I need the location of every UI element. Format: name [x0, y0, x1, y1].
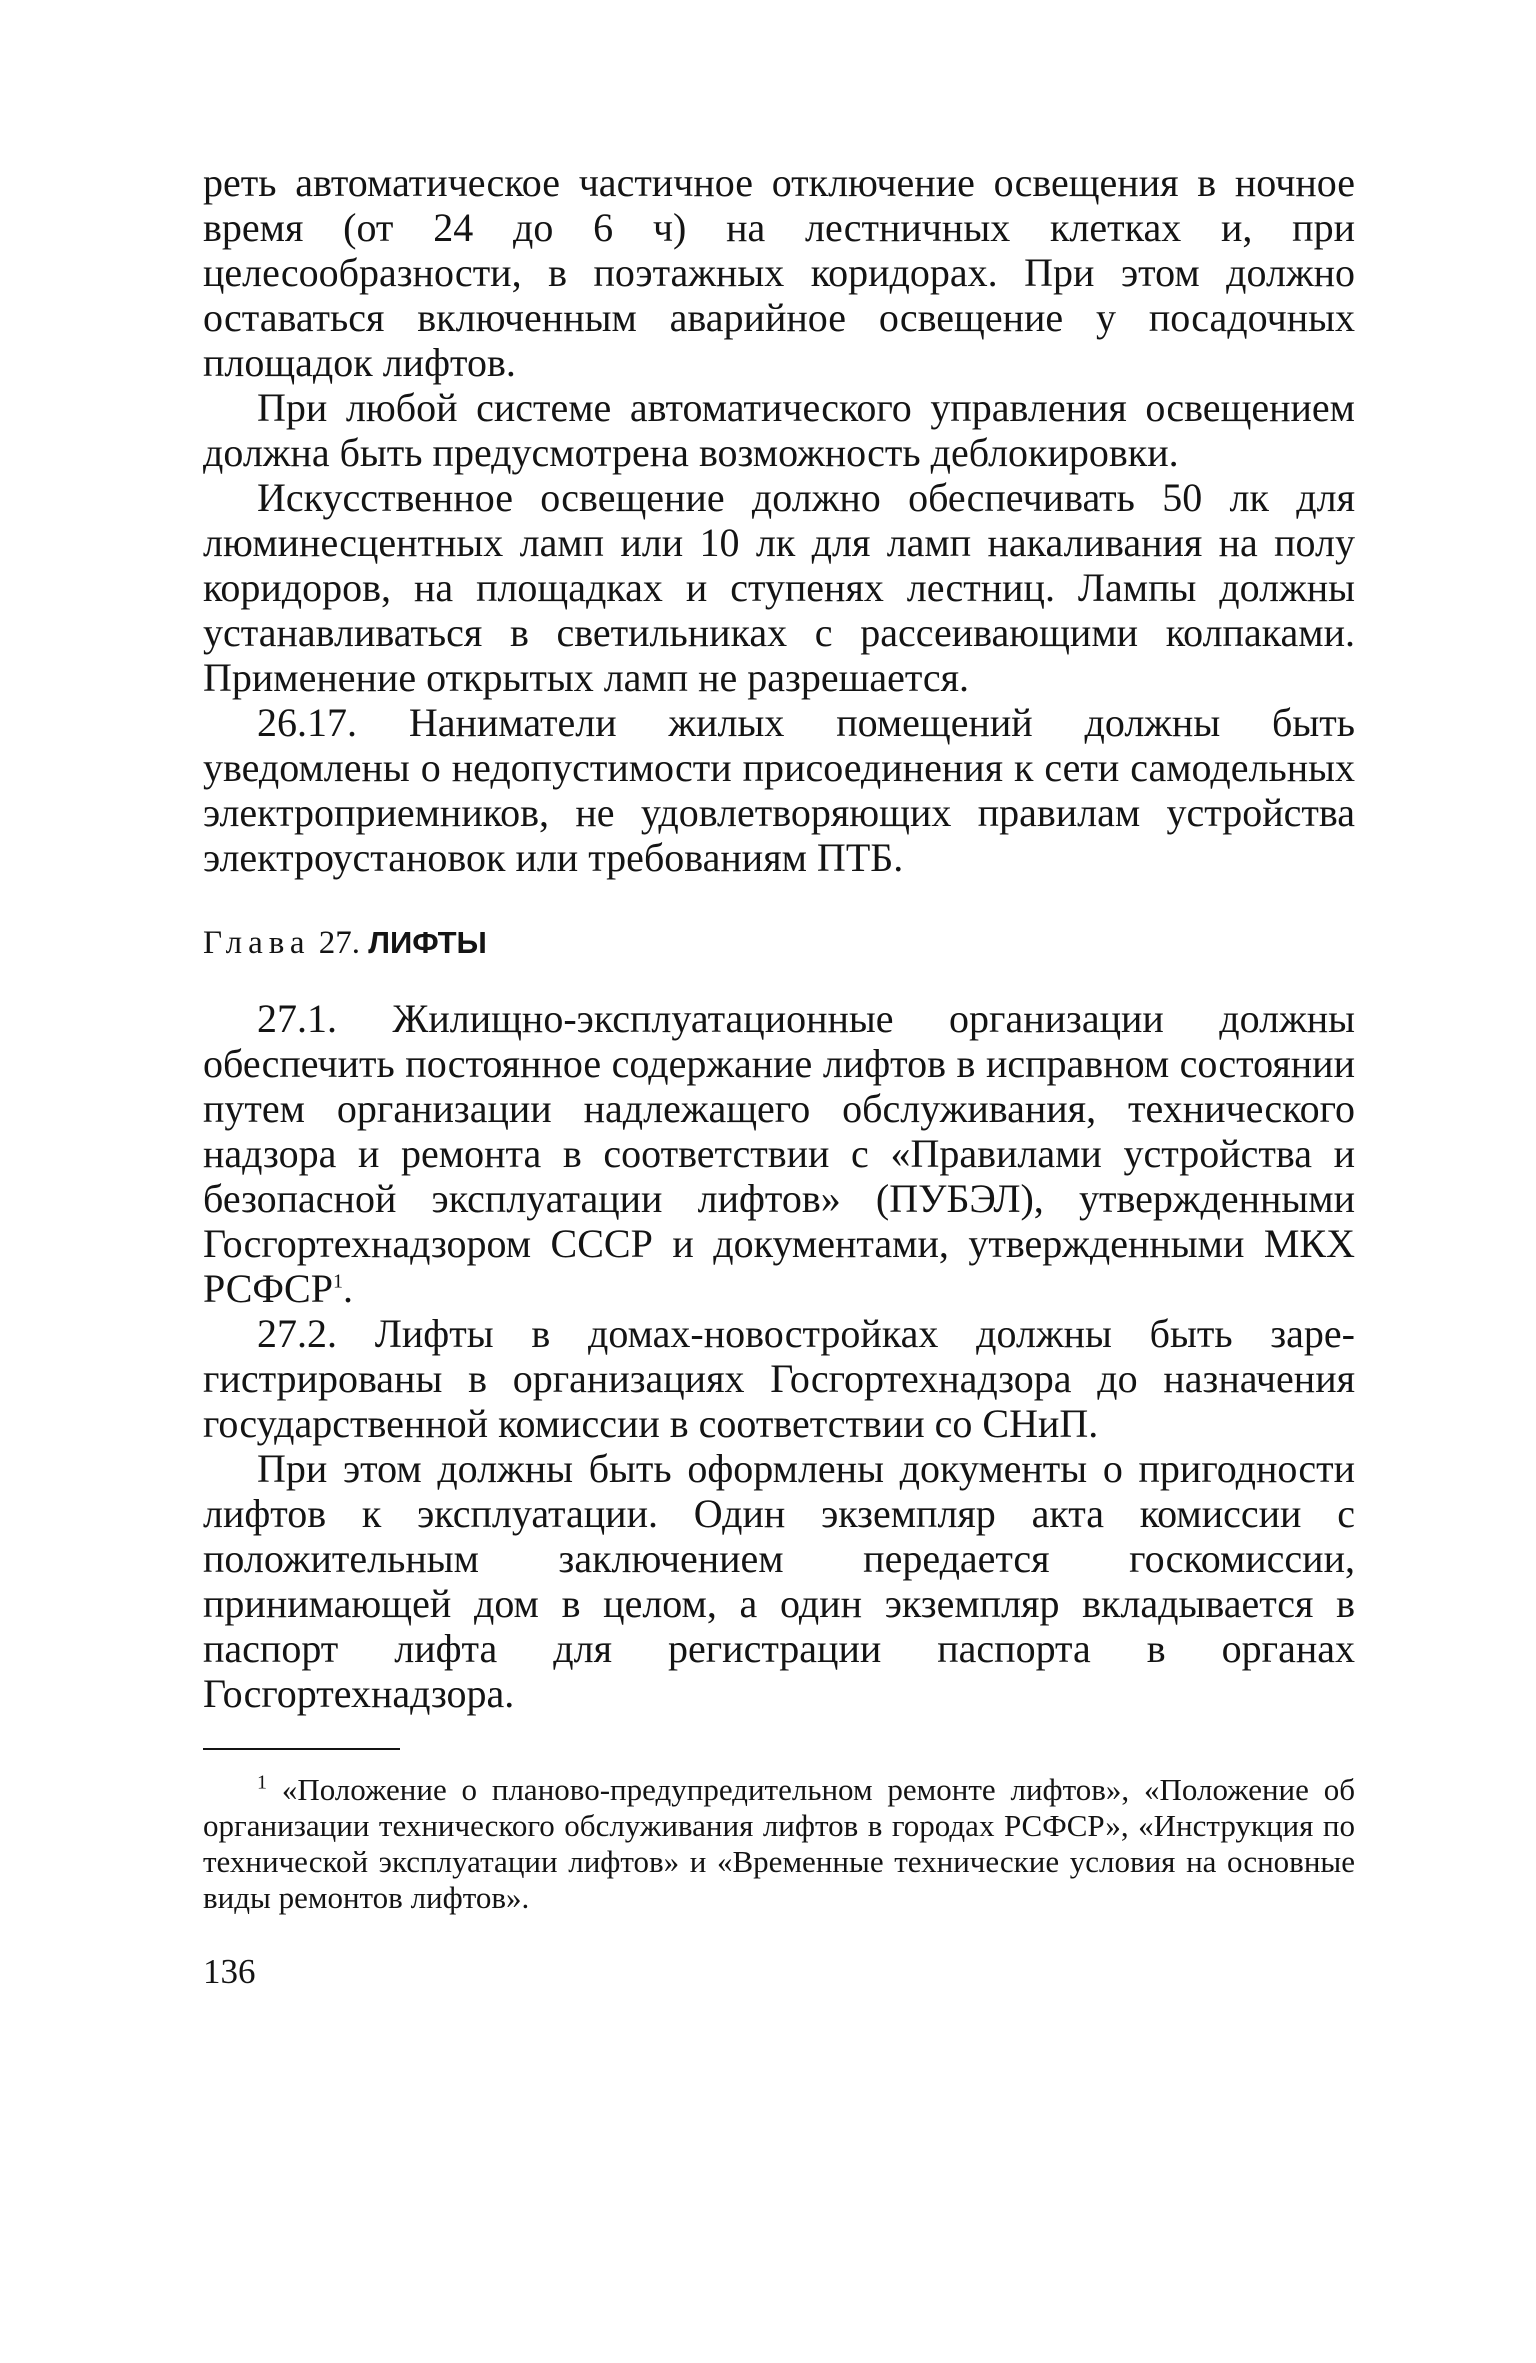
paragraph-27-2: 27.2. Лифты в домах-новостройках должны быть зарегистрированы в организациях Госгортехнадзора до назначения государственной комиссии в соответствии со СНиП. — [203, 1311, 1355, 1446]
chapter-heading — [203, 920, 1355, 966]
footnote-marker: 1 — [257, 1771, 267, 1794]
footnote-reference: 1 — [332, 1270, 343, 1293]
document-page — [203, 160, 1355, 1992]
paragraph-artificial-lighting: Искусственное освещение должно обеспечивать 50 лк для люминесцентных ламп или 10 лк для ламп накаливания на полу коридоров, на площадках и ступенях лестниц. Лампы должны устанавливаться в светильниках с рассеивающими колпаками. Применение открытых ламп не разрешается. — [203, 475, 1355, 700]
paragraph-lighting-control: При любой системе автоматического управления освещением должна быть предусмотрена возможность деблокировки. — [203, 385, 1355, 475]
paragraph-27-1-end: . — [342, 1266, 353, 1311]
footnote — [203, 1772, 1355, 1916]
paragraph-documents: При этом должны быть оформлены документы о пригодности лифтов к эксплуатации. Один экземпляр акта комиссии с положительным заключением передается госкомиссии, принимающей дом в целом, а один экземпляр вкладывается в паспорт лифта для регистрации паспорта в органах Госгортехнадзора. — [203, 1446, 1355, 1716]
paragraph-27-1-text: 27.1. Жилищно-эксплуатационные организации должны обеспечить постоянное содержание лифтов в исправном состоянии путем организации надлежащего обслуживания, технического надзора и ремонта в соответствии с «Правилами устройства и безопасной эксплуатации лифтов» (ПУБЭЛ), утвержденными Госгортехнадзором СССР и документами, утвержденными МКХ РСФСР — [203, 996, 1355, 1311]
footnote-divider — [203, 1748, 400, 1750]
paragraph-lighting-night: реть автоматическое частичное отключение освещения в ночное время (от 24 до 6 ч) на лестничных клетках и, при целесообразности, в поэтажных коридорах. При этом должно оставаться включенным аварийное освещение у посадочных площадок лифтов. — [203, 160, 1355, 385]
paragraph-27-1 — [203, 996, 1355, 1311]
chapter-label: Глава — [203, 925, 311, 961]
page-number: 136 — [203, 1952, 256, 1991]
footnote-text: «Положение о планово-предупредительном ремонте лифтов», «Положение об организации технического обслуживания лифтов в городах РСФСР», «Инструкция по технической эксплуатации лифтов» и «Временные технические условия на основные виды ремонтов лифтов». — [203, 1772, 1355, 1915]
chapter-number: 27. — [318, 925, 361, 961]
paragraph-26-17: 26.17. Наниматели жилых помещений должны быть уведомлены о недопустимости присоединения к сети самодельных электроприемников, не удовлетворяющих правилам устройства электроустановок или требованиям ПТБ. — [203, 700, 1355, 880]
chapter-title: ЛИФТЫ — [368, 925, 487, 960]
